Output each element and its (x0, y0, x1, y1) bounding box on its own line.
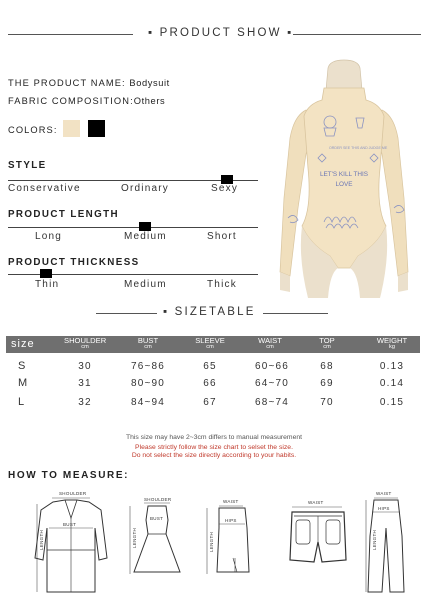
col-bust-header: BUST cm (137, 336, 159, 350)
sizetable-rule-right (263, 313, 328, 314)
style-option-conservative: Conservative (8, 183, 81, 194)
table-cell-waist: 64~70 (254, 378, 290, 389)
table-cell-sleeve: 65 (203, 361, 217, 372)
table-cell-shoulder: 32 (78, 397, 92, 408)
length-option-medium: Medium (124, 231, 167, 242)
length-option-long: Long (35, 231, 63, 242)
warning-note-2: Do not select the size directly according to your habits. (131, 452, 297, 459)
svg-text:SHOULDER: SHOULDER (59, 491, 87, 496)
thickness-title: PRODUCT THICKNESS (8, 257, 140, 268)
svg-text:SHOULDER: SHOULDER (144, 497, 172, 502)
thickness-option-medium: Medium (124, 279, 167, 290)
col-size-header: size (11, 338, 35, 350)
title-dot-left: ▪ (148, 27, 160, 39)
table-cell-shoulder: 31 (78, 378, 92, 389)
colors-label: COLORS: (8, 125, 58, 135)
svg-text:LENGTH: LENGTH (132, 527, 137, 548)
jacket-measure-diagram (25, 488, 115, 596)
svg-text:WAIST: WAIST (376, 491, 392, 496)
table-cell-sleeve: 67 (203, 397, 217, 408)
svg-text:ORDER SEE THIS AND JUDGE ME: ORDER SEE THIS AND JUDGE ME (329, 146, 388, 150)
table-cell-weight: 0.13 (379, 361, 405, 372)
size-table-header (6, 336, 420, 353)
length-title: PRODUCT LENGTH (8, 209, 120, 220)
fabric-label: FABRIC COMPOSITION: (8, 96, 134, 106)
col-shoulder-header: SHOULDER cm (64, 336, 107, 350)
product-name (8, 78, 170, 88)
dress-measure-diagram (120, 488, 190, 596)
fabric-composition (8, 96, 165, 106)
col-top-header: TOP cm (319, 336, 335, 350)
product-image (258, 58, 428, 300)
length-selected-marker (139, 222, 151, 231)
table-cell-weight: 0.14 (379, 378, 405, 389)
table-cell-size: M (18, 377, 29, 389)
thickness-option-thin: Thin (35, 279, 60, 290)
style-scale-line (8, 180, 276, 181)
header-rule-left (8, 34, 133, 35)
svg-text:BUST: BUST (150, 516, 164, 521)
table-cell-size: S (18, 360, 27, 372)
table-cell-weight: 0.15 (379, 397, 405, 408)
thickness-selected-marker (40, 269, 52, 278)
svg-text:WAIST: WAIST (223, 499, 239, 504)
sizetable-title: ▪ SIZETABLE (163, 306, 256, 318)
svg-text:LENGTH: LENGTH (372, 529, 377, 550)
pants-measure-diagram (360, 488, 420, 596)
table-cell-size: L (18, 396, 26, 408)
table-cell-bust: 76~86 (130, 361, 166, 372)
product-name-value: Bodysuit (129, 78, 170, 88)
sizetable-dot-left: ▪ (163, 306, 175, 318)
header-rule-right (293, 34, 421, 35)
svg-text:HIPS: HIPS (225, 518, 237, 523)
table-cell-top: 69 (320, 378, 334, 389)
col-waist-header: WAIST cm (258, 336, 282, 350)
table-cell-shoulder: 30 (78, 361, 92, 372)
sizetable-rule-left (96, 313, 157, 314)
color-swatch-apricot[interactable] (63, 120, 80, 137)
svg-text:LENGTH: LENGTH (209, 531, 214, 552)
table-cell-waist: 68~74 (254, 397, 290, 408)
shorts-measure-diagram (280, 488, 356, 596)
style-option-ordinary: Ordinary (121, 183, 169, 194)
style-title: STYLE (8, 160, 47, 171)
title-dot-right: ▪ (281, 27, 294, 39)
table-cell-bust: 84~94 (130, 397, 166, 408)
col-weight-header: WEIGHT kg (376, 336, 408, 350)
svg-text:HIPS: HIPS (378, 506, 390, 511)
table-cell-bust: 80~90 (130, 378, 166, 389)
page-title: ▪ PRODUCT SHOW ▪ (148, 27, 294, 39)
how-to-measure-title: HOW TO MEASURE: (8, 470, 130, 481)
table-cell-sleeve: 66 (203, 378, 217, 389)
thickness-option-thick: Thick (207, 279, 237, 290)
length-option-short: Short (207, 231, 237, 242)
svg-text:LOVE: LOVE (335, 181, 353, 188)
table-cell-top: 70 (320, 397, 334, 408)
table-cell-waist: 60~66 (254, 361, 290, 372)
measurement-note: This size may have 2~3cm differs to manual measurement (125, 434, 303, 441)
svg-text:BUST: BUST (63, 522, 77, 527)
color-swatch-black[interactable] (88, 120, 105, 137)
product-name-label: THE PRODUCT NAME: (8, 78, 126, 88)
fabric-value: Others (133, 96, 166, 106)
svg-text:LET'S KILL THIS: LET'S KILL THIS (319, 171, 369, 178)
warning-note-1: Please strictly follow the size chart to selset the size. (135, 444, 293, 451)
style-option-sexy: Sexy (211, 183, 239, 194)
svg-text:WAIST: WAIST (308, 500, 324, 505)
skirt-measure-diagram (195, 488, 265, 596)
svg-text:LENGTH: LENGTH (39, 529, 44, 550)
table-cell-top: 68 (320, 361, 334, 372)
col-sleeve-header: SLEEVE cm (195, 336, 225, 350)
